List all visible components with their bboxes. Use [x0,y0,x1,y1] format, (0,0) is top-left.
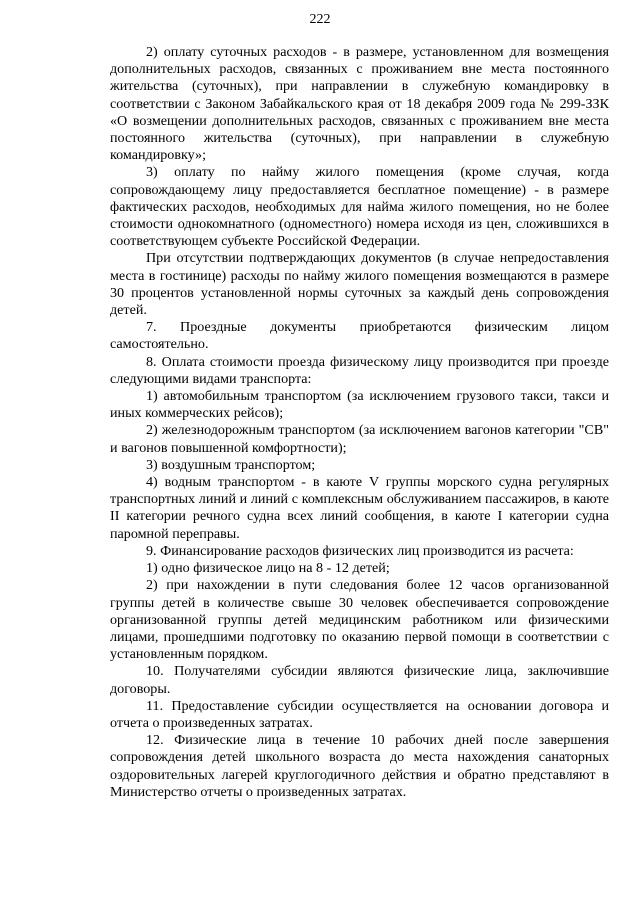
paragraph-item-9: 9. Финансирование расходов физических лиц производится из расчета: [146,542,574,559]
paragraph-item-8-rail: 2) железнодорожным транспортом (за исключением вагонов категории "СВ" и вагонов повышенной комфортности); [110,422,609,456]
paragraph-no-documents: При отсутствии подтверждающих документов (в случае непредоставления места в гостинице) расходы по найму жилого помещения возмещаются в размере 30 процентов установленной нормы суточных за каждый день сопровождения детей. [110,250,609,319]
paragraph-item-9-medical: 2) при нахождении в пути следования более 12 часов организованной группы детей в количестве свыше 30 человек обеспечивается сопровождение организованной группы детей медицинским работником или физическими лицами, прошедшими подготовку по оказанию первой помощи в соответствии с установленным порядком. [110,577,609,663]
document-body [110,44,609,801]
paragraph-item-9-ratio: 1) одно физическое лицо на 8 - 12 детей; [146,560,390,577]
paragraph-daily-allowance: 2) оплату суточных расходов - в размере, установленном для возмещения дополнительных расходов, связанных с проживанием вне места постоянного жительства (суточных), при направлении в служебную командировку в соответствии с Законом Забайкальского края от 18 декабря 2009 года № 299-ЗЗК «О возмещении дополнительных расходов, связанных с проживанием вне места постоянного жительства (суточных), при направлении в служебную командировку»; [110,44,609,164]
paragraph-item-11: 11. Предоставление субсидии осуществляется на основании договора и отчета о произведенных затратах. [110,697,609,731]
paragraph-item-8-water: 4) водным транспортом - в каюте V группы морского судна регулярных транспортных линий и линий с комплексным обслуживанием пассажиров, в каюте II категории речного судна всех линий сообщения, в каюте I категории судна паромной переправы. [110,474,609,542]
paragraph-item-12: 12. Физические лица в течение 10 рабочих дней после завершения сопровождения детей школьного возраста до места нахождения санаторных оздоровительных лагерей круглогодичного действия и обратно представляют в Министерство отчеты о произведенных затратах. [110,732,609,800]
paragraph-item-7: 7. Проездные документы приобретаются физическим лицом самостоятельно. [110,319,609,353]
page-number: 222 [309,12,331,27]
paragraph-item-8-air: 3) воздушным транспортом; [146,456,316,473]
paragraph-item-10: 10. Получателями субсидии являются физические лица, заключившие договоры. [110,663,609,697]
paragraph-item-8: 8. Оплата стоимости проезда физическому лицу производится при проезде следующими видами транспорта: [110,353,609,387]
paragraph-accommodation: 3) оплату по найму жилого помещения (кроме случая, когда сопровождающему лицу предоставляется бесплатное помещение) - в размере фактических расходов, необходимых для найма жилого помещения, но не более стоимости однокомнатного (одноместного) номера исходя из цен, сложившихся в соответствующем субъекте Российской Федерации. [110,164,609,250]
paragraph-item-8-road: 1) автомобильным транспортом (за исключением грузового такси, такси и иных коммерческих рейсов); [110,388,609,422]
